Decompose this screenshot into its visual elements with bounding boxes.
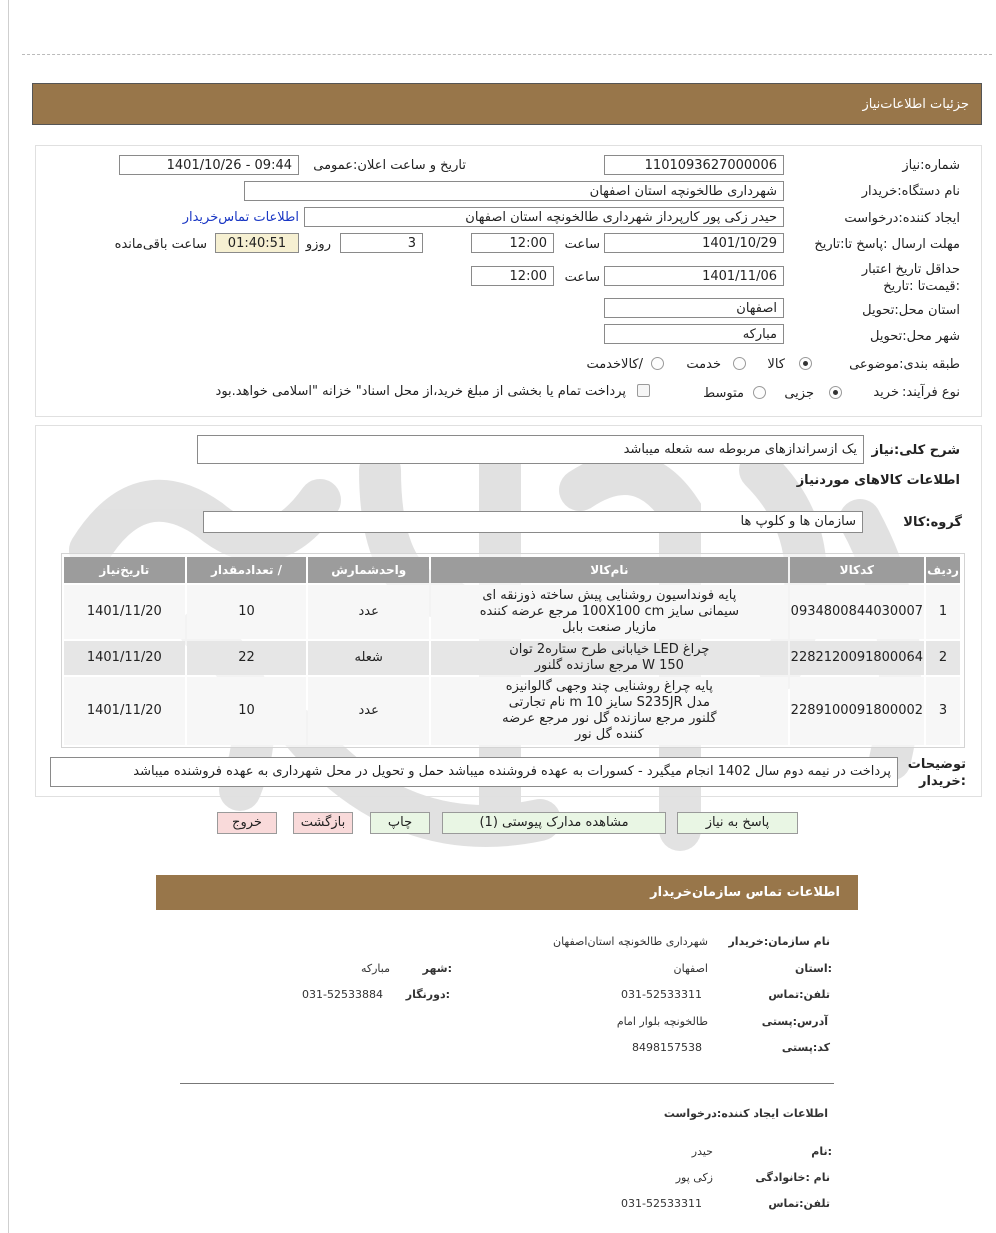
category-service-radio[interactable] [733, 357, 746, 370]
reply-date-field: 1401/10/29 [604, 233, 784, 253]
cell-unit: عدد [308, 585, 429, 639]
cell-qty: 10 [187, 585, 307, 639]
treasury-payment-checkbox[interactable] [637, 384, 650, 397]
cell-qty: 10 [187, 677, 307, 745]
print-button[interactable]: چاپ [370, 812, 430, 834]
reply-time-label: ساعت [564, 237, 600, 252]
cell-name [431, 585, 788, 639]
table-row [64, 641, 960, 675]
need-number-label: شماره:نیاز [902, 158, 960, 173]
announce-datetime-field: 1401/10/26 - 09:44 [119, 155, 299, 175]
contact-header-title: اطلاعات تماس سازمان‌خریدار [650, 885, 840, 900]
contact-divider [180, 1083, 834, 1084]
creator-label: ایجاد کننده:درخواست [844, 211, 960, 226]
cell-date: 1401/11/20 [64, 677, 185, 745]
remaining-time-label: ساعت باقی‌مانده [114, 237, 207, 252]
days-label: روزو [305, 237, 331, 252]
back-button[interactable]: بازگشت [293, 812, 353, 834]
top-dashed-divider [22, 54, 992, 55]
table-row [64, 677, 960, 745]
remaining-time-field: 01:40:51 [215, 233, 299, 253]
table-row [64, 585, 960, 639]
page-header-bar [32, 83, 982, 125]
category-both-radio[interactable] [651, 357, 664, 370]
contact-fax-label: :دورنگار [405, 988, 450, 1001]
contact-province-label: :استان [795, 962, 832, 975]
contact-fax-value: 031-52533884 [302, 988, 383, 1001]
contact-city-label: :شهر [422, 962, 452, 975]
contact-postal-label: کد:پستی [781, 1041, 830, 1054]
need-number-field: 1101093627000006 [604, 155, 784, 175]
city-label: شهر محل:تحویل [870, 329, 960, 344]
process-label: نوع فرآیند: [902, 385, 960, 400]
creator-name-label: :نام [811, 1145, 832, 1158]
exit-button[interactable]: خروج [217, 812, 277, 834]
category-label: طبقه بندی:موضوعی [849, 357, 960, 372]
contact-address-value: طالخونچه بلوار امام [616, 1015, 708, 1028]
cell-name-text: چراغ LED خیابانی طرح ستاره2 توان 150 W مرجع سازنده گلنور [509, 642, 710, 673]
reply-button[interactable]: پاسخ به نیاز [677, 812, 798, 834]
contact-address-label: آدرس:پستی [761, 1015, 828, 1028]
cell-name-text: پایه فونداسیون روشنایی پیش ساخته ذوزنقه ای سیمانی سایز 100X100 cm مرجع عرضه کننده مازیار صنعت بابل [479, 588, 739, 635]
city-field: مبارکه [604, 324, 784, 344]
buyer-contact-link[interactable]: اطلاعات تماس‌خریدار [182, 210, 299, 225]
col-unit-header: واحدشمارش [308, 557, 429, 583]
contact-org-label: نام سازمان:خریدار [728, 935, 830, 948]
min-validity-label: حداقل تاریخ اعتبار :قیمت‌تا :تاریخ [861, 262, 960, 294]
cell-code: 2289100091800002 [790, 677, 924, 745]
goods-info-title: اطلاعات کالاهای موردنیاز [796, 473, 960, 488]
creator-family-label: نام :خانوادگی [755, 1171, 830, 1184]
cell-unit: شعله [308, 641, 429, 675]
creator-phone-value: 031-52533311 [621, 1197, 702, 1210]
reply-time-field: 12:00 [471, 233, 554, 253]
buyer-notes-field: پرداخت در نیمه دوم سال 1402 انجام میگیرد - کسورات به عهده فروشنده میباشد حمل و تحویل در محل شهرداری به عهده فروشنده میباشد [50, 757, 898, 787]
contact-province-value: اصفهان [673, 962, 708, 975]
creator-family-value: زکی پور [675, 1171, 713, 1184]
cell-name-text: پایه چراغ روشنایی چند وجهی گالوانیزه مدل S235JR سایز 10 m نام تجارتی گلنور مرجع سازنده گل نور مرجع عرضه کننده گل نور [502, 679, 717, 742]
buyer-org-label: نام دستگاه:خریدار [861, 184, 960, 199]
creator-info-title: اطلاعات ایجاد کننده:درخواست [663, 1107, 828, 1120]
general-desc-field: یک ازسراندازهای مربوطه سه شعله میباشد [197, 435, 864, 464]
category-goods-label: کالا [767, 357, 785, 372]
category-goods-radio[interactable] [799, 357, 812, 370]
reply-deadline-label: مهلت ارسال :پاسخ تا:تاریخ [814, 237, 960, 252]
validity-time-label: ساعت [564, 270, 600, 285]
cell-index: 2 [926, 641, 960, 675]
creator-name-value: حیدر [691, 1145, 713, 1158]
contact-postal-value: 8498157538 [632, 1041, 702, 1054]
cell-unit: عدد [308, 677, 429, 745]
category-both-label: /کالاخدمت [586, 357, 643, 372]
cell-qty: 22 [187, 641, 307, 675]
cell-index: 1 [926, 585, 960, 639]
cell-name [431, 641, 788, 675]
contact-city-value: مبارکه [360, 962, 390, 975]
days-field: 3 [340, 233, 423, 253]
view-attachments-button[interactable]: مشاهده مدارک پیوستی (1) [442, 812, 666, 834]
cell-date: 1401/11/20 [64, 585, 185, 639]
col-name-header: نام‌کالا [431, 557, 788, 583]
announce-label: تاریخ و ساعت اعلان:عمومی [313, 158, 466, 173]
process-medium-label: متوسط [703, 386, 744, 401]
treasury-payment-label: پرداخت تمام یا بخشی از مبلغ خرید،از محل اسناد" خزانه "اسلامی خواهد.بود [215, 384, 626, 399]
page-left-guide-line [8, 0, 9, 1233]
validity-time-field: 12:00 [471, 266, 554, 286]
col-code-header: کدکالا [790, 557, 924, 583]
process-medium-radio[interactable] [753, 386, 766, 399]
province-label: استان محل:تحویل [862, 303, 960, 318]
col-date-header: تاریخ‌نیاز [64, 557, 185, 583]
general-desc-label: شرح کلی:نیاز [871, 443, 960, 458]
buyer-notes-label: توضیحات :خریدار [907, 757, 966, 789]
cell-date: 1401/11/20 [64, 641, 185, 675]
cell-index: 3 [926, 677, 960, 745]
contact-org-value: شهرداری طالخونچه استان‌اصفهان [552, 935, 708, 948]
process-minor-label: جزیی [784, 386, 814, 401]
contact-phone-value: 031-52533311 [621, 988, 702, 1001]
buyer-org-field: شهرداری طالخونچه استان اصفهان [244, 181, 784, 201]
validity-date-field: 1401/11/06 [604, 266, 784, 286]
creator-field: حیدر زکی پور کارپرداز شهرداری طالخونچه استان اصفهان [304, 207, 784, 227]
province-field: اصفهان [604, 298, 784, 318]
cell-name [431, 677, 788, 745]
process-minor-radio[interactable] [829, 386, 842, 399]
creator-phone-label: تلفن:تماس [768, 1197, 830, 1210]
category-service-label: خدمت [686, 357, 721, 372]
col-index-header: ردیف [926, 557, 960, 583]
page-header-title: جزئیات اطلاعات‌نیاز [862, 96, 969, 112]
goods-group-label: گروه:کالا [903, 515, 962, 530]
cell-code: 0934800844030007 [790, 585, 924, 639]
contact-phone-label: تلفن:تماس [768, 988, 830, 1001]
cell-code: 2282120091800064 [790, 641, 924, 675]
process-buy-label: خرید [873, 385, 899, 400]
contact-header-bar [156, 875, 858, 910]
goods-group-field: سازمان ها و کلوپ ها [203, 511, 863, 533]
col-qty-header: / تعدادمقدار [187, 557, 307, 583]
items-table [62, 555, 962, 747]
